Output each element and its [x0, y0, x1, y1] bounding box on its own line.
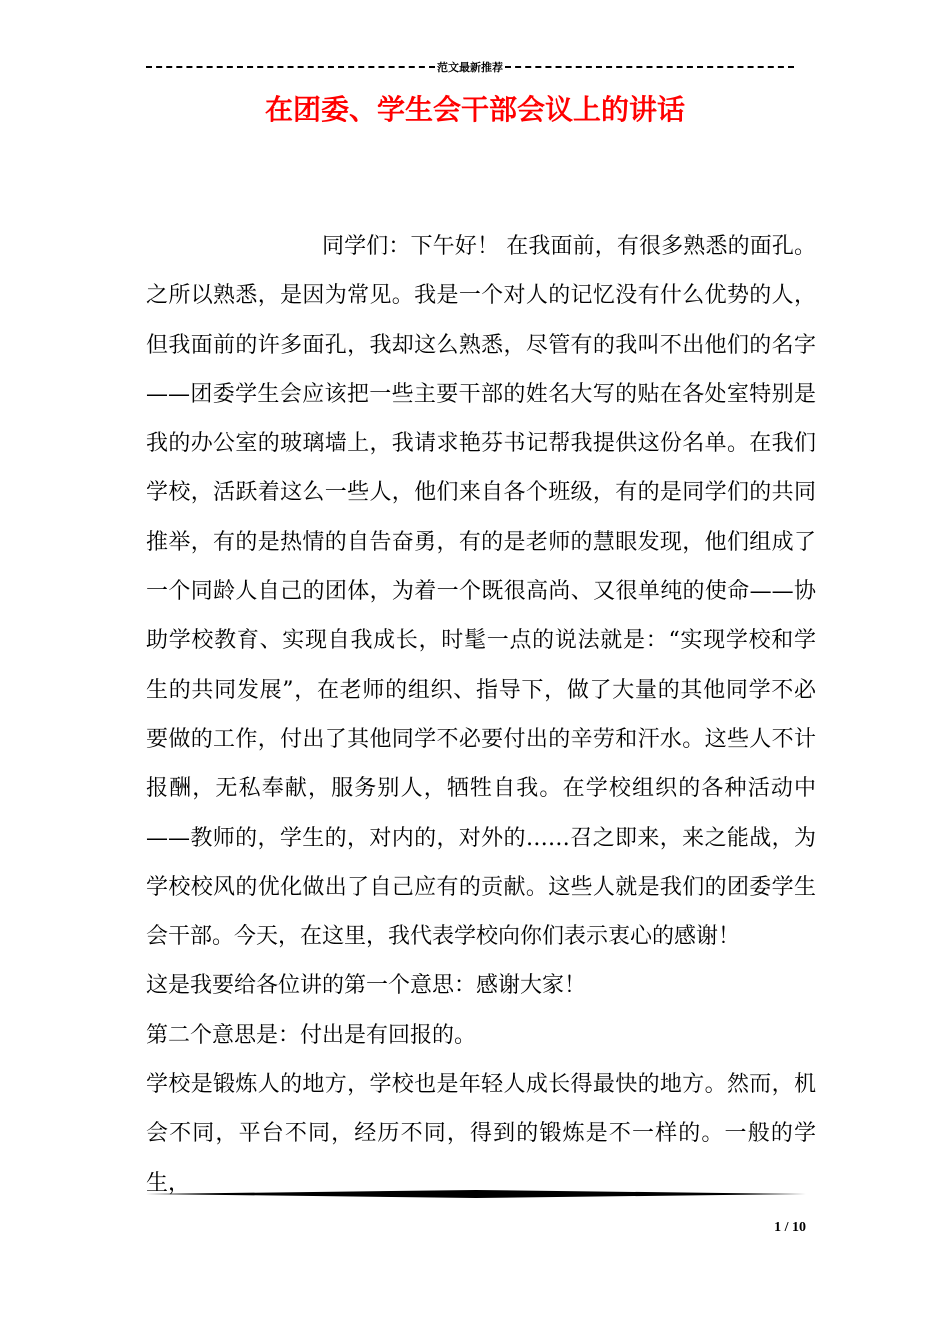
body-paragraph: 这是我要给各位讲的第一个意思：感谢大家！: [146, 973, 587, 999]
header-dash-right: [505, 66, 794, 68]
body-paragraph: 同学们：下午好！ 在我面前，有很多熟悉的面孔。之所以熟悉，是因为常见。我是一个对人的记忆没有什么优势的人，但我面前的许多面孔，我却这么熟悉，尽管有的我叫不出他们的名字——团委学生会应该把一些主要干部的姓名大写的贴在各处室特别是我的办公室的玻璃墙上，我请求艳芬书记帮我提供这份名单。在我们学校，活跃着这么一些人，他们来自各个班级，有的是同学们的共同推举，有的是热情的自告奋勇，有的是老师的慧眼发现，他们组成了一个同龄人自己的团体，为着一个既很高尚、又很单纯的使命——协助学校教育、实现自我成长，时髦一点的说法就是：“实现学校和学生的共同发展”，在老师的组织、指导下，做了大量的其他同学不必要做的工作，付出了其他同学不必要付出的辛劳和汗水。这些人不计报酬，无私奉献，服务别人，牺牲自我。在学校组织的各种活动中——教师的，学生的，对内的，对外的……召之即来，来之能战，为学校校风的优化做出了自己应有的贡献。这些人就是我们的团委学生会干部。今天，在这里，我代表学校向你们表示衷心的感谢！: [146, 234, 816, 950]
body-paragraph: 学校是锻炼人的地方，学校也是年轻人成长得最快的地方。然而，机会不同，平台不同，经历不同，得到的锻炼是不一样的。一般的学生，: [146, 1072, 816, 1196]
document-body: [146, 222, 816, 1208]
footer-rule: [146, 1189, 806, 1199]
body-paragraph: 第二个意思是：付出是有回报的。: [146, 1022, 477, 1048]
header-dash-left: [146, 66, 435, 68]
header-banner: [146, 58, 794, 76]
document-title: 在团委、学生会干部会议上的讲话: [264, 93, 685, 126]
header-banner-label: 范文最新推荐: [437, 61, 503, 74]
page-number: 1 / 10: [774, 1220, 806, 1235]
